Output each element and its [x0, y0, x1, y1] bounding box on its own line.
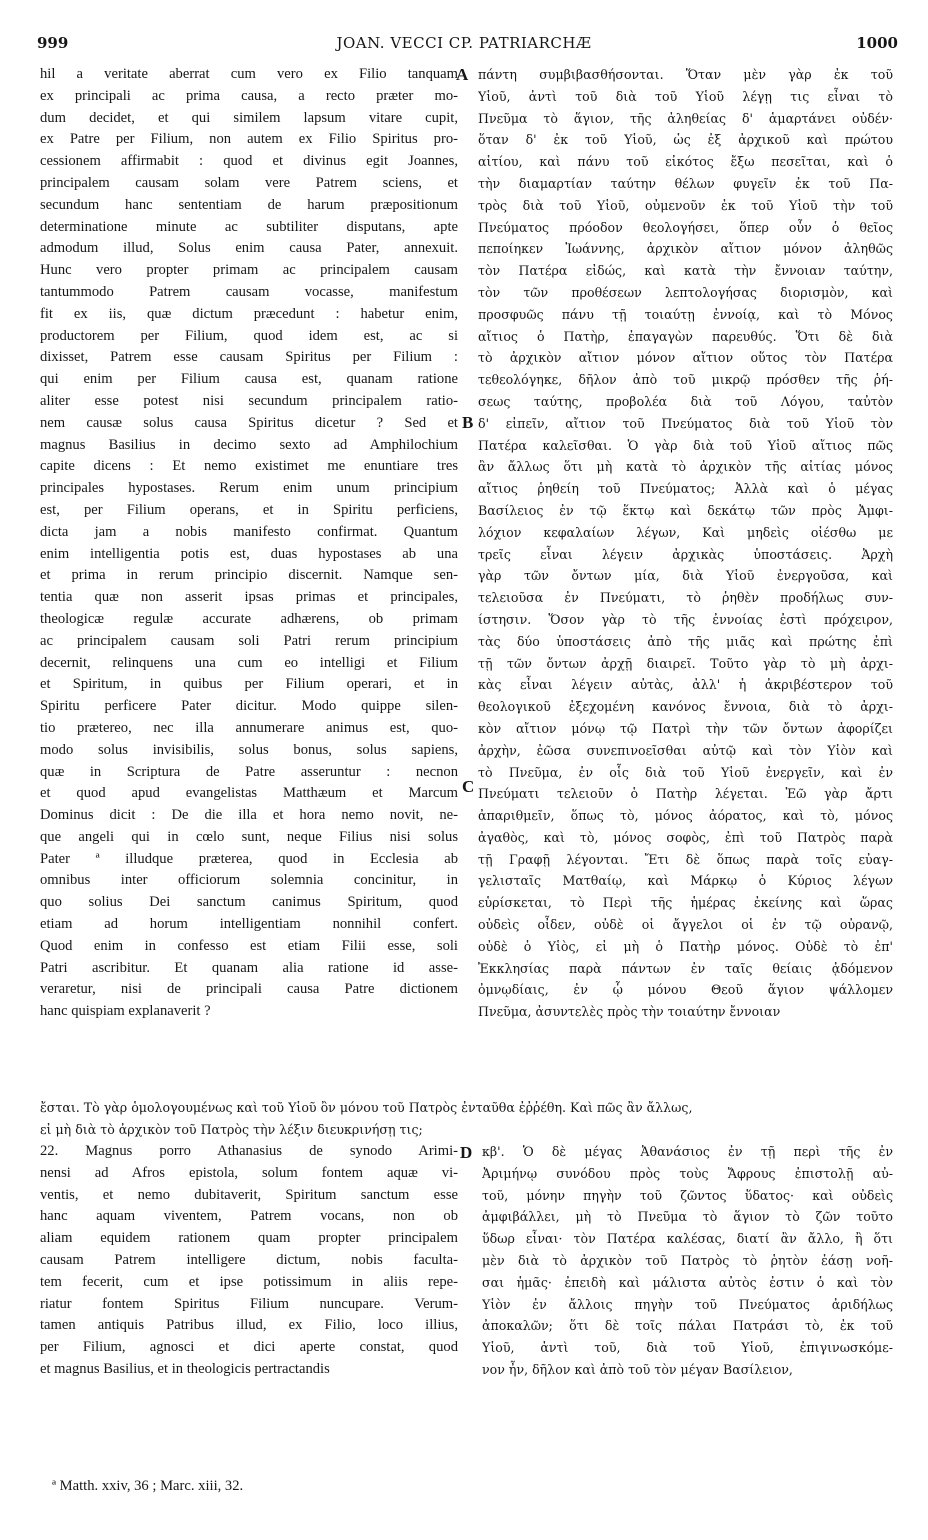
greek-text-line: Ἀριμήνῳ συνόδου πρὸς τοὺς Ἄφρους ἐπιστολῇ αὐ- — [482, 1165, 893, 1181]
greek-text-line: τὸ ἀρχικὸν αἴτιον μόνον αἴτιον οὕτος τὸν Πατέρα — [478, 350, 893, 366]
greek-text-line: πάντη συμβιβασθήσονται. Ὅταν μὲν γὰρ ἐκ τοῦ — [478, 67, 893, 82]
greek-text-line: εἰ μὴ διὰ τὸ ἀρχικὸν τοῦ Πατρὸς τὴν λέξιν διευκρινήσῃ τις; — [40, 1121, 423, 1137]
greek-text-line: Υἱὸν ἐν ἄλλοις πηγὴν τοῦ Πνεύματος ἀριδήλως — [482, 1296, 893, 1312]
latin-text-line: 22. Magnus porro Athanasius de synodo Arimi- — [40, 1143, 458, 1159]
latin-text-line: que angeli qui in cœlo sunt, neque Filius nisi solus — [40, 828, 458, 845]
latin-text-line: capite dicens : Et nemo existimet me enuntiare tres — [40, 458, 458, 475]
greek-text-line: τρὸς διὰ τοῦ Υἱοῦ, οὐμενοῦν ἐκ τοῦ Υἱοῦ τὴν τοῦ — [478, 197, 893, 213]
greek-text-line: Υἱοῦ, ἀντὶ τοῦ, διὰ τοῦ Υἱοῦ, ἐπιγινωσκόμε- — [482, 1340, 893, 1356]
greek-text-line: τὰς δύο ὑποστάσεις ἀπὸ τῆς μιᾶς καὶ πρώτης ἐπὶ — [478, 633, 893, 649]
greek-text-line: Βασίλειος ἐν τῷ ἕκτῳ καὶ δεκάτῳ τῶν πρὸς Ἀμφι- — [478, 502, 893, 518]
latin-text-line: ex Patre per Filium, non autem ex Filio Spiritus pro- — [40, 131, 458, 148]
latin-text-line: Quod enim in confesso est etiam Filii esse, soli — [40, 937, 458, 954]
latin-text-line: ex principali ac prima causa, a recto præter mo- — [40, 87, 458, 104]
greek-text-line: Ἐκκλησίας παρὰ πάντων ἐν ταῖς θείαις ᾀδόμενον — [478, 960, 893, 976]
latin-text-line: et Spiritum, in quibus per Filium operari, et in — [40, 676, 458, 693]
latin-text-line: ventis, et nemo dubitaverit, Spiritum sanctum esse — [40, 1186, 458, 1203]
latin-text-line: productorem per Filium, quod idem est, ac si — [40, 327, 458, 344]
latin-text-line: Dominus dicit : De die illa et hora nemo novit, ne- — [40, 807, 458, 824]
greek-text-line: τελειοῦσα ἐν Πνεύματι, τὸ ῥηθὲν προδήλως συν- — [478, 590, 893, 606]
greek-text-line: κβ'. Ὁ δὲ μέγας Ἀθανάσιος ἐν τῇ περὶ τῆς ἐν — [482, 1144, 893, 1159]
greek-text-line: ίστησιν. Ὅσον γὰρ τὸ τῆς ἐννοίας ἐστὶ πρόχειρον, — [478, 611, 893, 627]
latin-text-line: quæ in Scriptura de Patre asseruntur : necnon — [40, 763, 458, 780]
greek-text-line: αἴτιος ὁ Πατὴρ, ἐπαγαγὼν παρευθύς. Ὅτι δὲ διὰ — [478, 328, 893, 344]
greek-text-line: ἀπαριθμεῖν, ὅπως τὸ, μόνος ἀόρατος, καὶ τὸ, μόνος — [478, 808, 893, 824]
latin-text-line: omnibus inter officiorum solemnia concinitur, in — [40, 872, 458, 889]
latin-text-line: cessionem affirmabit : quod et divinus egit Joannes, — [40, 153, 458, 170]
latin-text-line: tentia quæ non asserit ipsas primas et principales, — [40, 589, 458, 606]
greek-text-line: τῇ τῶν ὄντων ἀρχῇ διαιρεῖ. Τοῦτο γὰρ τὸ μὴ ἀρχι- — [478, 655, 893, 671]
running-title: JOAN. VECCI CP. PATRIARCHÆ — [336, 34, 592, 52]
latin-text-line: hil a veritate aberrat cum vero ex Filio tanquam — [40, 66, 458, 82]
latin-text-line: Pater ª illudque præterea, quod in Ecclesia ab — [40, 850, 458, 867]
greek-text-line: σεως ταύτης, προβολέα διὰ τοῦ Λόγου, ταὐτὸν — [478, 393, 893, 409]
latin-text-line: aliter esse potest nisi secundum principalem ratio- — [40, 392, 458, 409]
latin-text-line: ac principalem causam soli Patri rerum principium — [40, 632, 458, 649]
latin-column-bottom — [40, 1141, 458, 1381]
latin-text-line: qui enim per Filium causa est, quanam ratione — [40, 371, 458, 388]
running-header — [0, 12, 928, 52]
page-number-right: 1000 — [856, 34, 898, 52]
greek-text-line: ἂν ἄλλως ὅτι μὴ κατὰ τὸ ἀρχικὸν τῆς αἰτίας μόνος — [478, 459, 893, 475]
latin-text-line: dixisset, Patrem esse causam Spiritus per Filium : — [40, 349, 458, 366]
greek-text-line: τεθεολόγηκε, δῆλον ἀπὸ τοῦ μικρῷ πρόσθεν τῆς ῥή- — [478, 372, 893, 388]
latin-text-line: dum decidet, et qui similem lapsum vitare cupit, — [40, 109, 458, 126]
greek-text-line: ἀρχὴν, ἐῶσα συνεπινοεῖσθαι αὐτῷ καὶ τὸν Υἱὸν καὶ — [478, 742, 893, 758]
greek-text-line: τοῦ, μόνην πηγὴν τοῦ ζῶντος ὕδατος· καὶ οὐδεὶς — [482, 1187, 893, 1203]
greek-text-line: τὸν Πατέρα εἰδώς, καὶ κατὰ τὴν ἔννοιαν ταύτην, — [478, 263, 893, 279]
margin-marker-c: C — [462, 777, 475, 796]
latin-text-line: Spiritu perficere Pater dicitur. Modo quippe silen- — [40, 698, 458, 715]
greek-text-line: εὑρίσκεται, τὸ Περὶ τῆς ἡμέρας ἐκείνης καὶ ὥρας — [478, 895, 893, 911]
greek-text-line: αἴτιος ῥηθείη τοῦ Πνεύματος; Ἀλλὰ καὶ ὁ μέγας — [478, 481, 893, 497]
greek-text-line: σαι ἡμᾶς· ἐπειδὴ καὶ μάλιστα αὐτὸς ἐστιν ὁ καὶ τὸν — [482, 1274, 893, 1290]
footnote: ª Matth. xxiv, 36 ; Marc. xiii, 32. — [52, 1478, 244, 1494]
greek-text-line: Υἱοῦ, ἀντὶ τοῦ διὰ τοῦ Υἱοῦ λέγῃ τις εἶναι τὸ — [478, 88, 893, 104]
latin-text-line: veraretur, nisi de principali causa Patre dictionem — [40, 981, 458, 998]
latin-text-line: est, per Filium operans, et in Spiritu perficiens, — [40, 501, 458, 518]
greek-text-line: νον ἦν, δῆλον καὶ ἀπὸ τοῦ τὸν μέγαν Βασίλειον, — [482, 1361, 793, 1377]
greek-text-line: αἰτίου, καὶ πάνυ τοῦ εἰκότος ἔξω πεσεῖται, καὶ ὁ — [478, 154, 893, 170]
greek-text-line: κὰς εἶναι λέγειν αὐτὰς, ἀλλ' ἡ ἀκριβέστερον τοῦ — [478, 677, 893, 693]
latin-text-line: riatur fontem Spiritus Filium nuncupare. Verum- — [40, 1295, 458, 1312]
latin-text-line: decernit, relinquens una cum eo intelligi et Filium — [40, 654, 458, 671]
latin-text-line: admodum illud, Solus enim causa Pater, annexuit. — [40, 240, 458, 257]
latin-text-line: et quod apud evangelistas Matthæum et Marcum — [40, 785, 458, 802]
greek-column-top — [478, 64, 893, 1023]
greek-text-line: Πατέρα καλεῖσθαι. Ὁ γὰρ διὰ τοῦ Υἱοῦ αἴτιος πῶς — [478, 437, 893, 453]
latin-text-line: nem causæ solus causa Spiritus dicetur ? Sed et — [40, 414, 458, 431]
greek-text-line: κὸν αἴτιον μόνῳ τῷ Πατρὶ τὴν τῶν ὄντων ἀφορίζει — [478, 720, 893, 736]
latin-text-line: et prima in rerum principio discernit. Namque sen- — [40, 567, 458, 584]
greek-text-line: Πνεῦμα, ἀσυντελὲς πρὸς τὴν τοιαύτην ἔννοιαν — [478, 1004, 781, 1020]
latin-text-line: per Filium, agnosci et dici aperte constat, quod — [40, 1339, 458, 1356]
greek-text-line: οὐδὲ ὁ Υἱὸς, εἰ μὴ ὁ Πατὴρ μόνος. Οὐδὲ τὸ ἐπ' — [478, 938, 893, 954]
latin-text-line: etiam ad horum intelligentiam nonnihil confert. — [40, 916, 458, 933]
margin-marker-b: B — [462, 413, 474, 432]
greek-full-width-lines — [40, 1097, 900, 1141]
latin-text-line: dicta jam a nobis manifesto confirmat. Quantum — [40, 523, 458, 540]
latin-text-line: modo solus invisibilis, solus bonus, solus sapiens, — [40, 741, 458, 758]
greek-text-line: ὅταν δ' ἐκ τοῦ Υἱοῦ, ὡς ἐξ ἀρχικοῦ καὶ πρώτου — [478, 132, 893, 148]
latin-text-line: secundum hanc sententiam de harum præpositionum — [40, 196, 458, 213]
greek-text-line: γὰρ τῶν ὄντων μία, διὰ Υἱοῦ ἐνεργοῦσα, καὶ — [478, 568, 893, 584]
latin-text-line: tamen antiquis Patribus illud, ex Filio, loco illius, — [40, 1317, 458, 1334]
latin-text-line: quo solius Dei sanctum canimus Spiritum, quod — [40, 894, 458, 911]
latin-text-line: magnus Basilius in decimo sexto ad Amphilochium — [40, 436, 458, 453]
latin-text-line: theologicæ regulæ accurate adhærens, ob primam — [40, 610, 458, 627]
greek-text-line: ἀγαθὸς, καὶ τὸ, μόνος σοφὸς, ἐπὶ τοῦ Πατρὸς παρὰ — [478, 829, 893, 845]
greek-text-line: τρεῖς εἶναι λέγειν ἀρχικὰς ὑποστάσεις. Ἀρχὴ — [478, 546, 893, 562]
latin-text-line: Patri ascribitur. Et quanam alia ratione id asse- — [40, 959, 458, 976]
greek-text-line: ἔσται. Τὸ γὰρ ὁμολογουμένως καὶ τοῦ Υἱοῦ ὂν μόνου τοῦ Πατρὸς ἐνταῦθα ἐῤῥέθη. Καὶ πῶς ἂν ἄλλως, — [40, 1100, 693, 1115]
greek-text-line: τῇ Γραφῇ λέγονται. Ἔτι δὲ ὅπως παρὰ τοῖς εὐαγ- — [478, 851, 893, 867]
latin-text-line: hanc aquam viventem, Patrem vocans, non ob — [40, 1208, 458, 1225]
greek-text-line: δ' εἰπεῖν, αἴτιον τοῦ Πνεύματος διὰ τοῦ Υἱοῦ τὸν — [478, 415, 893, 431]
greek-text-line: μὲν διὰ τὸ ἀρχικὸν τοῦ Πατρὸς τὸ ῥητὸν ἐάσῃ νοῆ- — [482, 1252, 893, 1268]
latin-text-line: tantummodo Patrem causam vocasse, manifestum — [40, 283, 458, 300]
greek-text-line: τὸν τῶν προθέσεων λεπτολογήσας διορισμὸν, καὶ — [478, 284, 893, 300]
greek-text-line: ἀμφιβάλλει, μὴ τὸ Πνεῦμα τὸ ἅγιον τὸ ζῶν τοῦτο — [482, 1209, 893, 1225]
greek-text-line: θεολογικοῦ ἐξεχομένη κανόνος ἔννοια, διὰ τὸ ἀρχι- — [478, 699, 893, 715]
greek-text-line: ὀμνῳδίαις, ἐν ᾧ μόνου Θεοῦ ἅγιον ψάλλομεν — [478, 982, 893, 998]
latin-text-line: tio prætereo, nec illa annumerare animus est, quo- — [40, 719, 458, 736]
greek-text-line: τὴν διαμαρτίαν ταύτην θέλων φυγεῖν ἐκ τοῦ Πα- — [478, 175, 893, 191]
greek-text-line: λόχιον κεφαλαίων λέγων, Καὶ μηδεὶς οἰέσθω με — [478, 524, 893, 540]
latin-text-line: fit ex iis, quæ dictum præcedunt : habetur enim, — [40, 305, 458, 322]
latin-text-line: hanc quispiam explanaverit ? — [40, 1003, 211, 1020]
latin-column-top — [40, 64, 458, 1023]
latin-text-line: Hunc vero propter primam ac principalem causam — [40, 262, 458, 279]
greek-text-line: Πνεῦμα τὸ ἅγιον, τῆς ἀληθείας δ' ἁμαρτάνει οὐδέν· — [478, 110, 893, 126]
page-number-left: 999 — [37, 34, 69, 52]
latin-text-line: determinatione minute ac subtiliter disputans, apte — [40, 218, 458, 235]
greek-column-bottom — [482, 1141, 893, 1381]
margin-marker-d: D — [460, 1143, 473, 1162]
greek-text-line: τὸ Πνεῦμα, ἐν οἷς διὰ τοῦ Υἱοῦ ἐνεργεῖν, καὶ ἐν — [478, 764, 893, 780]
latin-text-line: enim intelligentia potis est, duas hypostases ab una — [40, 545, 458, 562]
latin-text-line: aliam equidem rationem quam propter principalem — [40, 1230, 458, 1247]
greek-text-line: γελισταῖς Ματθαίῳ, καὶ Μάρκῳ ὁ Κύριος λέγων — [478, 873, 893, 889]
latin-text-line: principalem causam solam vere Patrem sciens, et — [40, 174, 458, 191]
greek-text-line: οὐδεὶς οἶδεν, οὐδὲ οἱ ἄγγελοι οἱ ἐν τῷ οὐρανῷ, — [478, 917, 893, 933]
greek-text-line: προσφυῶς πάνυ τῇ τοιαύτῃ ἐννοίᾳ, καὶ τὸ Μόνος — [478, 306, 893, 322]
greek-text-line: πεποίηκεν Ἰωάννης, ἀρχικὸν αἴτιον μόνον ἀληθῶς — [478, 241, 893, 257]
greek-text-line: Πνεύματι τελειοῦν ὁ Πατὴρ λέγεται. Ἐῶ γὰρ ἄρτι — [478, 786, 893, 802]
latin-text-line: tem fecerit, cum et ipse potissimum in aliis repe- — [40, 1273, 458, 1290]
latin-text-line: causam Patrem intelligere dictum, nobis faculta- — [40, 1251, 458, 1268]
greek-text-line: ὕδωρ εἶναι· τὸν Πατέρα καλέσας, διατί ἂν ἄλλο, ἢ ὅτι — [482, 1231, 893, 1247]
greek-text-line: ἀποκαλῶν; ὅτι δὲ τοῖς πάλαι Πατράσι τὸ, ἐκ τοῦ — [482, 1318, 893, 1334]
margin-marker-a: A — [456, 65, 469, 84]
latin-text-line: nensi ad Afros epistola, solum fontem aquæ vi- — [40, 1164, 458, 1181]
greek-text-line: Πνεύματος πρόοδον θεολογήσει, ὅπερ οὖν ὁ θεῖος — [478, 219, 893, 235]
latin-text-line: principales hypostases. Rerum enim unum principium — [40, 480, 458, 497]
latin-text-line: et magnus Basilius, et in theologicis pertractandis — [40, 1360, 330, 1377]
